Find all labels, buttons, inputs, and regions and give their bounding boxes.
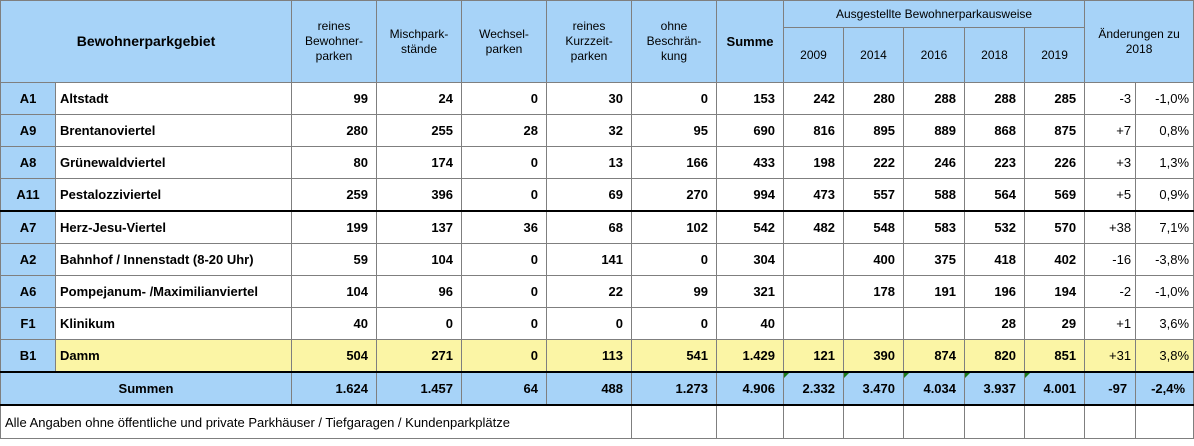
table-cell: +38 (1085, 211, 1136, 244)
sum-cell: 4.906 (717, 372, 784, 405)
table-cell: 28 (965, 308, 1025, 340)
header-area: Bewohnerparkgebiet (1, 1, 292, 83)
table-cell: 0 (462, 147, 547, 179)
sum-cell: 2.332 (784, 372, 844, 405)
sum-cell: 1.624 (292, 372, 377, 405)
table-row (1, 276, 1194, 308)
table-cell: 0 (632, 244, 717, 276)
table-cell: 196 (965, 276, 1025, 308)
table-cell: 0 (547, 308, 632, 340)
sum-label: Summen (1, 372, 292, 405)
area-name: Bahnhof / Innenstadt (8-20 Uhr) (56, 244, 292, 276)
table-cell: 191 (904, 276, 965, 308)
empty-cell (1025, 405, 1085, 439)
table-cell (784, 276, 844, 308)
table-cell: 0 (632, 308, 717, 340)
table-cell: 304 (717, 244, 784, 276)
header-year-2016: 2016 (904, 28, 965, 83)
table-cell: 0,8% (1136, 115, 1194, 147)
table-cell: 0 (462, 83, 547, 115)
table-cell: 288 (965, 83, 1025, 115)
area-name: Brentanoviertel (56, 115, 292, 147)
header-year-2018: 2018 (965, 28, 1025, 83)
table-cell: -1,0% (1136, 83, 1194, 115)
table-cell: 868 (965, 115, 1025, 147)
empty-cell (904, 405, 965, 439)
table-cell: 532 (965, 211, 1025, 244)
table-cell: 3,8% (1136, 340, 1194, 373)
table-cell: 242 (784, 83, 844, 115)
table-cell: 102 (632, 211, 717, 244)
table-cell: +5 (1085, 179, 1136, 212)
table-cell: 433 (717, 147, 784, 179)
header-col-5: ohne Beschrän-kung (632, 1, 717, 83)
empty-cell (717, 405, 784, 439)
table-cell: 0 (462, 276, 547, 308)
table-cell: 280 (292, 115, 377, 147)
table-cell: 400 (844, 244, 904, 276)
table-cell: 223 (965, 147, 1025, 179)
table-cell: 271 (377, 340, 462, 373)
table-cell: 153 (717, 83, 784, 115)
table-cell: 541 (632, 340, 717, 373)
header-col-3: Wechsel-parken (462, 1, 547, 83)
table-cell: 0,9% (1136, 179, 1194, 212)
table-cell: 32 (547, 115, 632, 147)
area-name: Damm (56, 340, 292, 373)
sum-cell: -97 (1085, 372, 1136, 405)
area-code: A9 (1, 115, 56, 147)
table-cell: 0 (462, 340, 547, 373)
area-name: Herz-Jesu-Viertel (56, 211, 292, 244)
table-cell: -1,0% (1136, 276, 1194, 308)
table-cell: 137 (377, 211, 462, 244)
area-name: Pompejanum- /Maximilianviertel (56, 276, 292, 308)
header-col-4: reines Kurzzeit-parken (547, 1, 632, 83)
table-cell: 13 (547, 147, 632, 179)
area-name: Pestalozziviertel (56, 179, 292, 212)
table-cell: 482 (784, 211, 844, 244)
table-cell: 40 (292, 308, 377, 340)
table-row (1, 115, 1194, 147)
table-row (1, 147, 1194, 179)
table-cell: 28 (462, 115, 547, 147)
table-cell: 270 (632, 179, 717, 212)
empty-cell (844, 405, 904, 439)
table-cell: 178 (844, 276, 904, 308)
table-cell: 851 (1025, 340, 1085, 373)
table-cell: 59 (292, 244, 377, 276)
table-cell: 3,6% (1136, 308, 1194, 340)
sum-cell: -2,4% (1136, 372, 1194, 405)
table-cell: +1 (1085, 308, 1136, 340)
table-cell: 321 (717, 276, 784, 308)
table-cell: 1.429 (717, 340, 784, 373)
table-cell: +3 (1085, 147, 1136, 179)
table-cell: 222 (844, 147, 904, 179)
table-cell: 80 (292, 147, 377, 179)
table-row (1, 340, 1194, 373)
table-cell: 95 (632, 115, 717, 147)
table-cell: 0 (377, 308, 462, 340)
empty-cell (632, 405, 717, 439)
table-cell: 1,3% (1136, 147, 1194, 179)
header-col-2: Mischpark-stände (377, 1, 462, 83)
table-cell: 194 (1025, 276, 1085, 308)
table-cell: 994 (717, 179, 784, 212)
table-cell: 99 (292, 83, 377, 115)
table-cell: 198 (784, 147, 844, 179)
empty-cell (1136, 405, 1194, 439)
empty-cell (965, 405, 1025, 439)
area-code: F1 (1, 308, 56, 340)
table-cell: -3,8% (1136, 244, 1194, 276)
table-cell: 473 (784, 179, 844, 212)
table-cell: 174 (377, 147, 462, 179)
table-cell: 69 (547, 179, 632, 212)
table-cell: 0 (462, 308, 547, 340)
table-cell: 0 (632, 83, 717, 115)
header-col-1: reines Bewohner-parken (292, 1, 377, 83)
table-row (1, 244, 1194, 276)
table-cell: 141 (547, 244, 632, 276)
table-cell: 895 (844, 115, 904, 147)
table-cell: 548 (844, 211, 904, 244)
table-cell: 36 (462, 211, 547, 244)
area-code: A1 (1, 83, 56, 115)
table-cell: 22 (547, 276, 632, 308)
table-row (1, 179, 1194, 212)
table-cell: 104 (377, 244, 462, 276)
table-cell: 104 (292, 276, 377, 308)
area-code: A11 (1, 179, 56, 212)
table-cell: 280 (844, 83, 904, 115)
sum-cell: 4.034 (904, 372, 965, 405)
table-cell: 570 (1025, 211, 1085, 244)
table-cell: 166 (632, 147, 717, 179)
area-name: Klinikum (56, 308, 292, 340)
sum-row (1, 372, 1194, 405)
table-cell: 418 (965, 244, 1025, 276)
sum-cell: 1.273 (632, 372, 717, 405)
table-cell: 255 (377, 115, 462, 147)
area-code: A6 (1, 276, 56, 308)
table-cell: 569 (1025, 179, 1085, 212)
header-year-2009: 2009 (784, 28, 844, 83)
table-cell: 96 (377, 276, 462, 308)
header-col-sum: Summe (717, 1, 784, 83)
footnote: Alle Angaben ohne öffentliche und private Parkhäuser / Tiefgaragen / Kundenparkplätze (1, 405, 632, 439)
area-code: A8 (1, 147, 56, 179)
area-code: A2 (1, 244, 56, 276)
table-cell: 99 (632, 276, 717, 308)
table-cell: 288 (904, 83, 965, 115)
table-cell (784, 244, 844, 276)
empty-cell (784, 405, 844, 439)
note-row (1, 405, 1194, 439)
header-issued-group: Ausgestellte Bewohnerparkausweise (784, 1, 1085, 28)
table-cell: -16 (1085, 244, 1136, 276)
table-cell: 285 (1025, 83, 1085, 115)
table-cell: 0 (462, 179, 547, 212)
table-cell: 68 (547, 211, 632, 244)
table-cell: 588 (904, 179, 965, 212)
header-year-2014: 2014 (844, 28, 904, 83)
table-cell: 259 (292, 179, 377, 212)
table-cell: 0 (462, 244, 547, 276)
table-cell: 889 (904, 115, 965, 147)
table-cell: 199 (292, 211, 377, 244)
area-name: Grünewaldviertel (56, 147, 292, 179)
table-cell: 7,1% (1136, 211, 1194, 244)
table-cell: 564 (965, 179, 1025, 212)
table-cell: 226 (1025, 147, 1085, 179)
table-cell: -2 (1085, 276, 1136, 308)
table-cell: 121 (784, 340, 844, 373)
sum-cell: 1.457 (377, 372, 462, 405)
table-cell: 690 (717, 115, 784, 147)
table-cell: 874 (904, 340, 965, 373)
header-year-2019: 2019 (1025, 28, 1085, 83)
table-cell (904, 308, 965, 340)
empty-cell (1085, 405, 1136, 439)
sum-cell: 3.470 (844, 372, 904, 405)
table-cell: 29 (1025, 308, 1085, 340)
table-cell: 402 (1025, 244, 1085, 276)
table-cell: 816 (784, 115, 844, 147)
table-cell: 504 (292, 340, 377, 373)
table-cell: 557 (844, 179, 904, 212)
table-cell: 375 (904, 244, 965, 276)
table-row (1, 308, 1194, 340)
table-cell: 390 (844, 340, 904, 373)
area-code: B1 (1, 340, 56, 373)
sum-cell: 64 (462, 372, 547, 405)
area-name: Altstadt (56, 83, 292, 115)
table-cell: +31 (1085, 340, 1136, 373)
table-cell: -3 (1085, 83, 1136, 115)
table-cell (784, 308, 844, 340)
table-cell: 583 (904, 211, 965, 244)
sum-cell: 4.001 (1025, 372, 1085, 405)
sum-cell: 488 (547, 372, 632, 405)
table-cell: 875 (1025, 115, 1085, 147)
table-row (1, 83, 1194, 115)
table-cell: +7 (1085, 115, 1136, 147)
table-cell: 542 (717, 211, 784, 244)
area-code: A7 (1, 211, 56, 244)
table-cell: 24 (377, 83, 462, 115)
table-cell: 820 (965, 340, 1025, 373)
table-cell (844, 308, 904, 340)
header-changes: Änderungen zu 2018 (1085, 1, 1194, 83)
table-cell: 40 (717, 308, 784, 340)
table-cell: 396 (377, 179, 462, 212)
table-cell: 30 (547, 83, 632, 115)
table-cell: 113 (547, 340, 632, 373)
sum-cell: 3.937 (965, 372, 1025, 405)
table-cell: 246 (904, 147, 965, 179)
table-row (1, 211, 1194, 244)
